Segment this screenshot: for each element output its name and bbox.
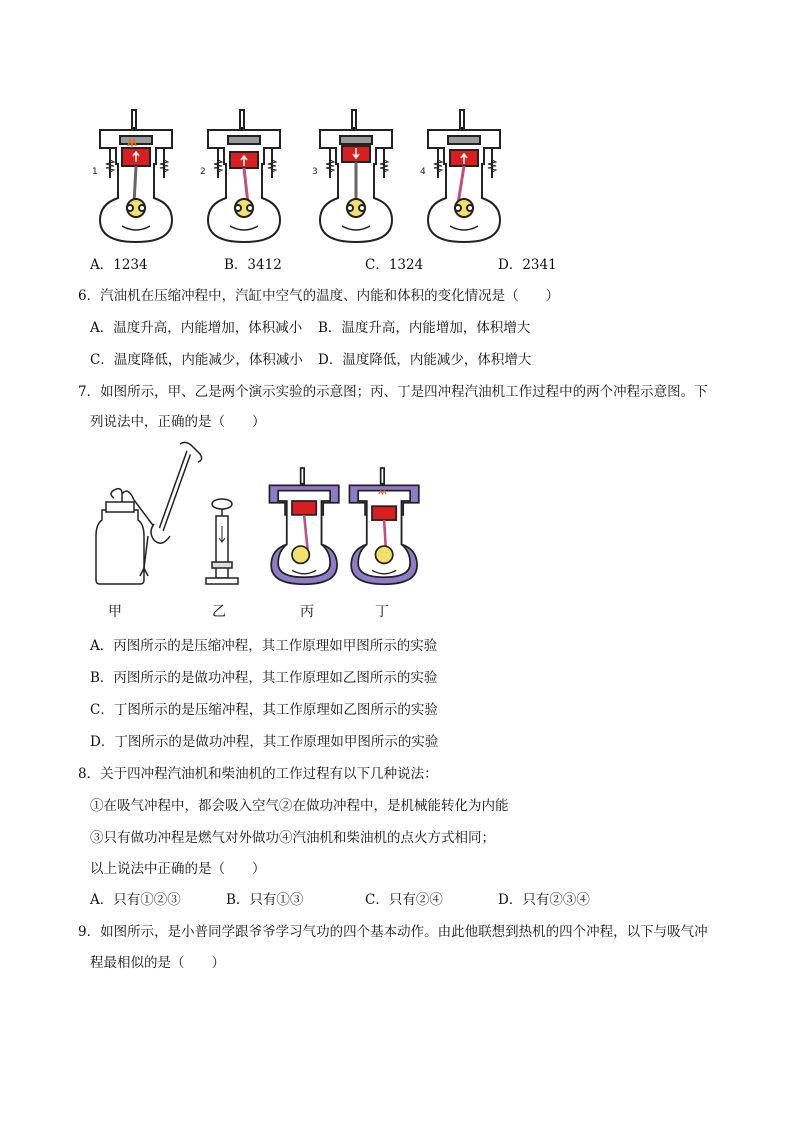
q8-prompt: 以上说法中正确的是（ ） [90,861,266,877]
q5-option-d[interactable]: D．2341 [498,257,557,273]
q6-option-c[interactable]: C．温度降低，内能减少，体积减小 [90,352,303,368]
engine-figure-4 [420,108,510,248]
q8-option-c[interactable]: C．只有②④ [365,892,443,908]
figure-label-ding: 丁 [375,604,389,620]
q7-option-c[interactable]: C．丁图所示的是压缩冲程，其工作原理如乙图所示的实验 [90,702,438,718]
figure-3-number: 3 [312,167,318,177]
q9-stem-line2: 程最相似的是（ ） [90,955,225,971]
figure-jia-bottle-pump [88,440,208,590]
q7-stem-line2: 列说法中，正确的是（ ） [90,414,266,430]
q5-option-c[interactable]: C．1324 [365,257,424,273]
q8-statements-1: ①在吸气冲程中，都会吸入空气②在做功冲程中，是机械能转化为内能 [90,798,509,814]
q8-option-d[interactable]: D．只有②③④ [498,892,590,908]
q5-option-a[interactable]: A．1234 [90,257,148,273]
q8-option-b[interactable]: B．只有①③ [226,892,304,908]
engine-figure-1 [92,108,182,248]
figure-yi-fire-piston [202,496,242,588]
engine-figure-ding [346,466,424,588]
figure-1-number: 1 [92,167,98,177]
q6-stem: 6．汽油机在压缩冲程中，汽缸中空气的温度、内能和体积的变化情况是（ ） [78,288,560,304]
q7-option-d[interactable]: D．丁图所示的是做功冲程，其工作原理如甲图所示的实验 [90,734,439,750]
q8-option-a[interactable]: A．只有①②③ [90,892,181,908]
figure-label-bing: 丙 [300,604,314,620]
figure-2-number: 2 [200,167,206,177]
q7-option-a[interactable]: A．丙图所示的是压缩冲程，其工作原理如甲图所示的实验 [90,638,438,654]
figure-label-yi: 乙 [212,604,226,620]
q7-stem-line1: 7．如图所示，甲、乙是两个演示实验的示意图；丙、丁是四冲程汽油机工作过程中的两个冲程示意图。下 [78,384,708,400]
q5-option-b[interactable]: B．3412 [224,257,282,273]
engine-figure-3 [312,108,402,248]
engine-figure-bing [266,466,344,588]
q6-option-d[interactable]: D．温度降低，内能减少，体积增大 [318,352,532,368]
engine-figure-2 [200,108,290,248]
q8-stem: 8．关于四冲程汽油机和柴油机的工作过程有以下几种说法： [78,766,438,782]
q6-option-a[interactable]: A．温度升高，内能增加，体积减小 [90,320,303,336]
q7-option-b[interactable]: B．丙图所示的是做功冲程，其工作原理如乙图所示的实验 [90,670,438,686]
figure-4-number: 4 [420,167,426,177]
q8-statements-2: ③只有做功冲程是燃气对外做功④汽油机和柴油机的点火方式相同； [90,830,495,846]
q6-option-b[interactable]: B．温度升高，内能增加，体积增大 [318,320,531,336]
q9-stem-line1: 9．如图所示，是小普同学跟爷爷学习气功的四个基本动作。由此他联想到热机的四个冲程，以下与吸气冲 [78,924,708,940]
figure-label-jia: 甲 [108,604,122,620]
